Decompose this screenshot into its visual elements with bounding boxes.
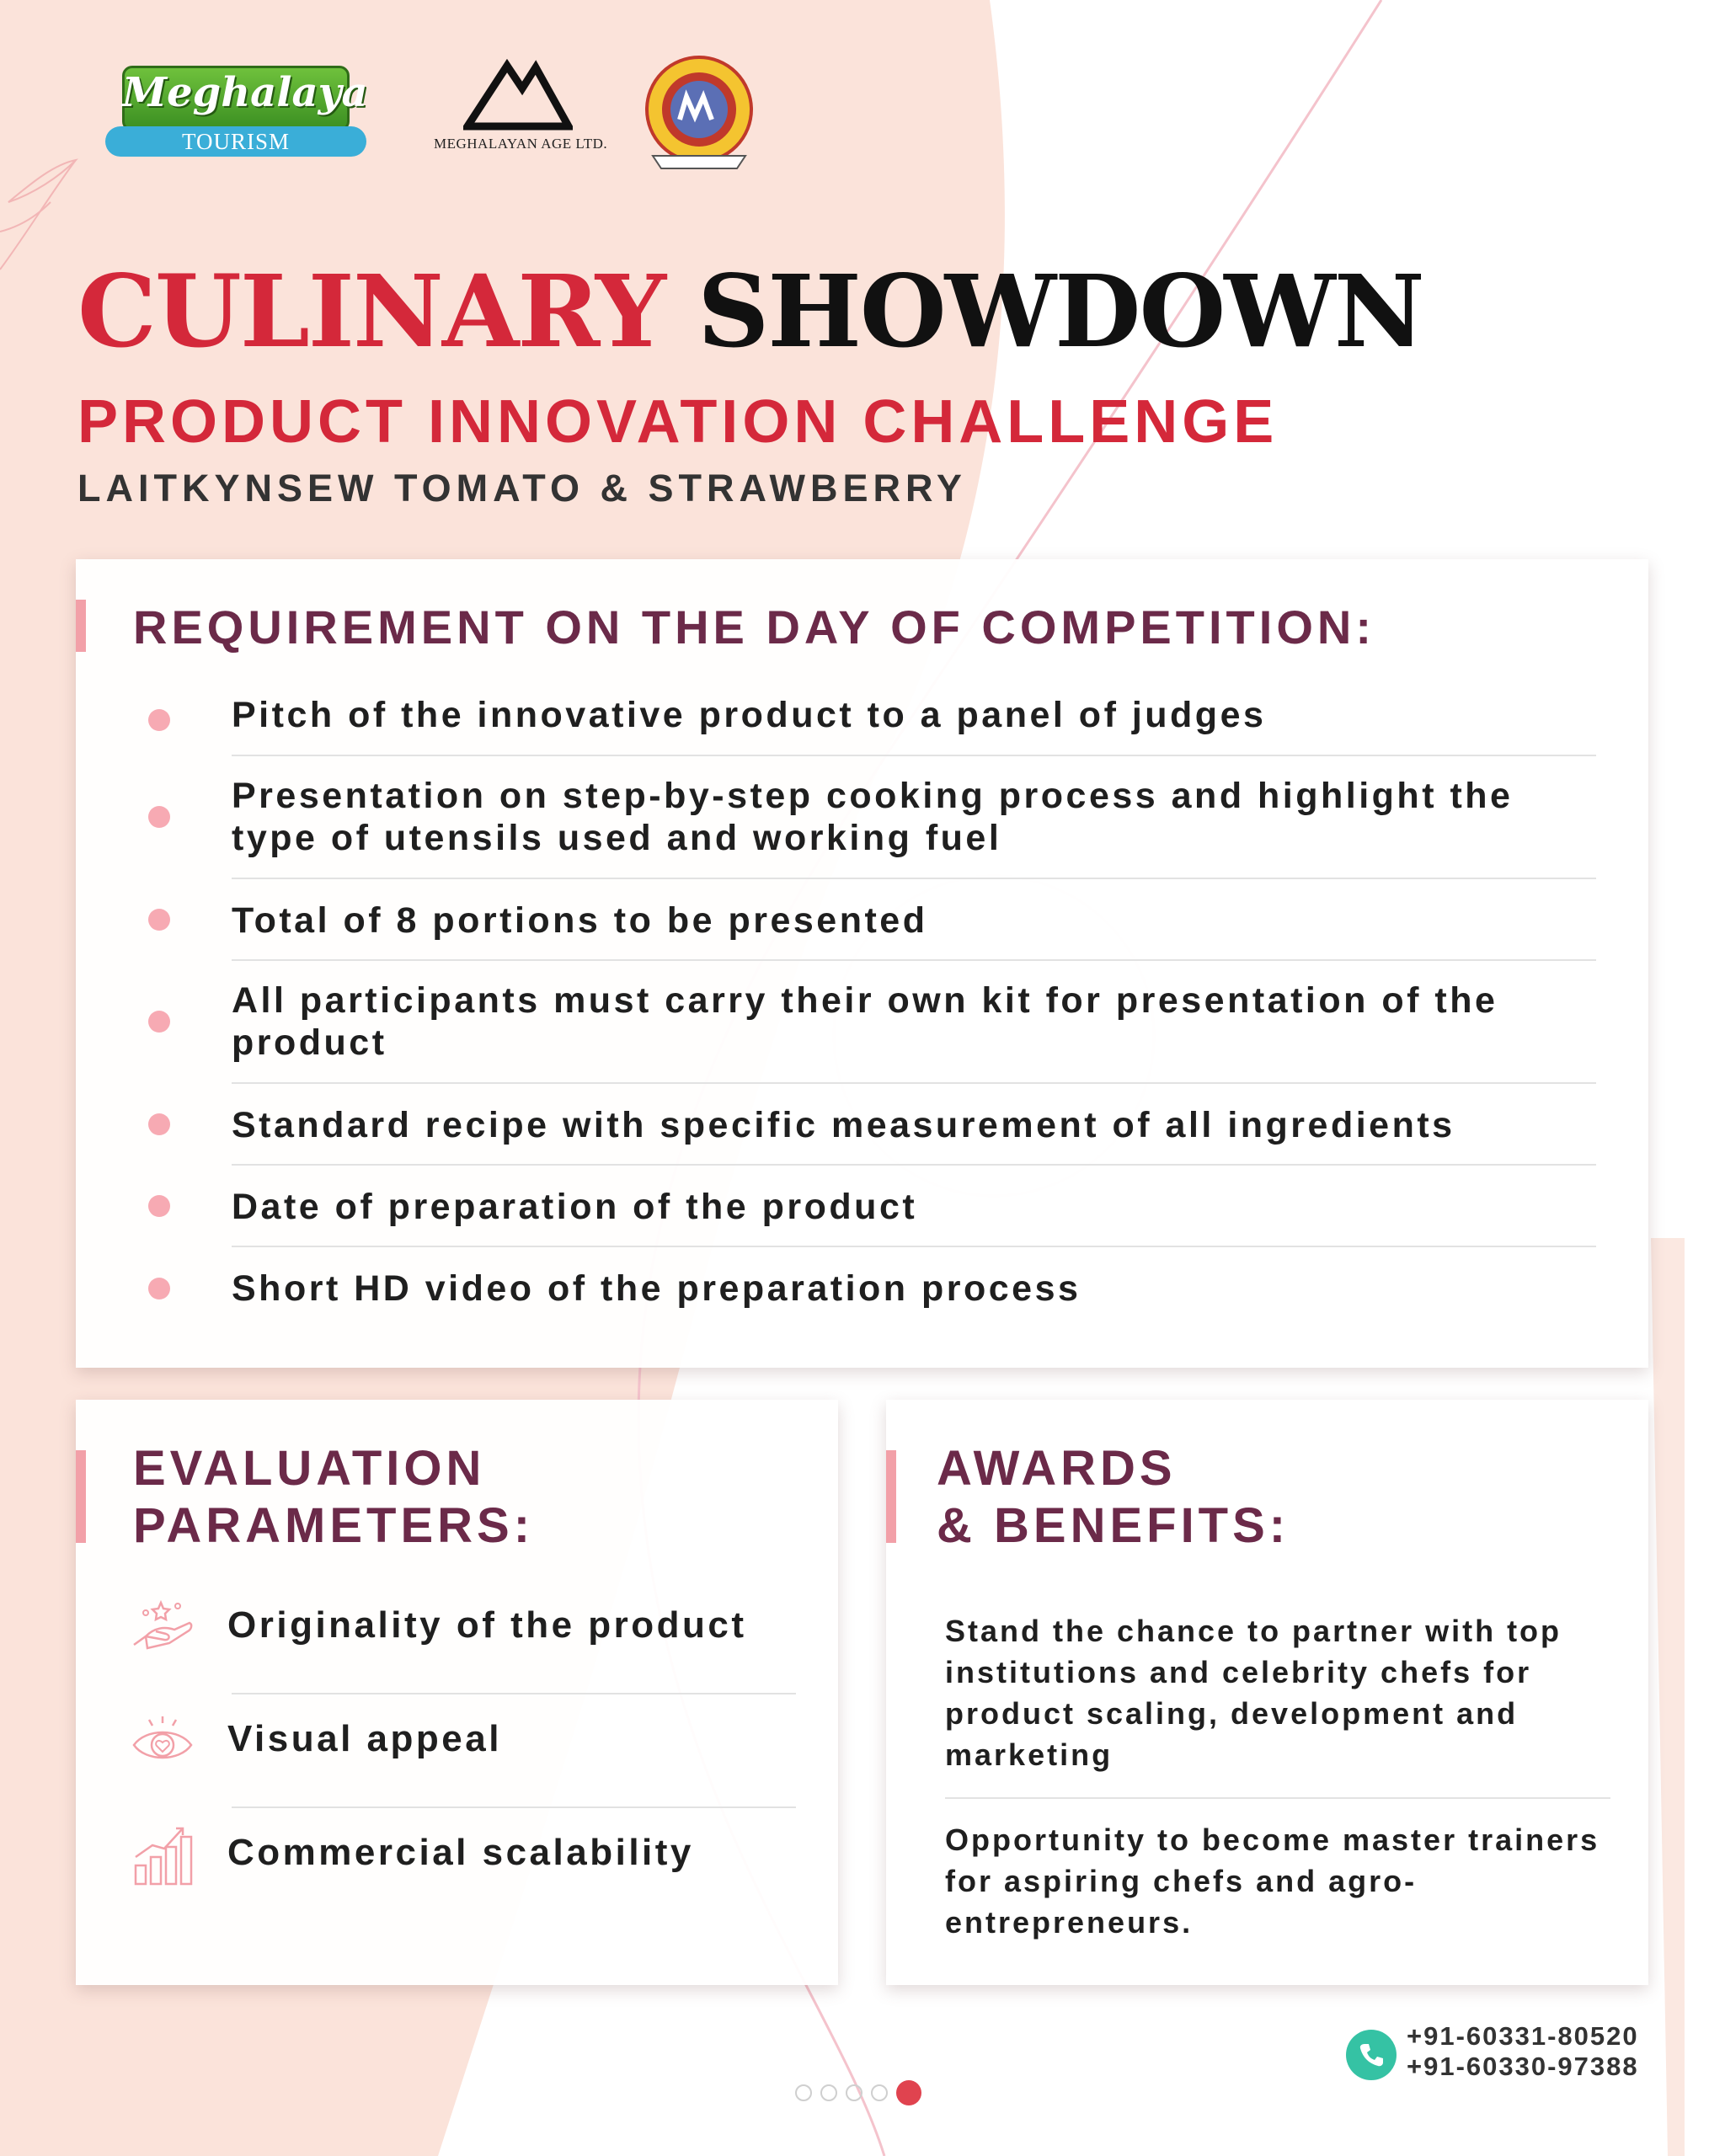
phone-icon[interactable]: [1346, 2030, 1397, 2080]
page-dot-active[interactable]: [896, 2080, 921, 2105]
eye-heart-icon: [131, 1710, 195, 1774]
awards-title: [937, 1440, 1290, 1556]
page-dot[interactable]: [795, 2084, 812, 2101]
title-accent-bar: [76, 1450, 86, 1543]
phone-numbers: [1407, 2021, 1659, 2082]
bullet-dot-icon: [148, 1278, 170, 1299]
list-item: [232, 1084, 1596, 1166]
bullet-dot-icon: [148, 1011, 170, 1033]
list-item-text: Total of 8 portions to be presented: [232, 900, 928, 941]
bullet-dot-icon: [148, 1195, 170, 1217]
title-black: SHOWDOWN: [697, 253, 1423, 370]
list-item: Stand the chance to partner with top institutions and celebrity chefs for product scaling, development and marketing: [945, 1610, 1610, 1799]
page-dot[interactable]: [871, 2084, 888, 2101]
page-tagline: LAITKYNSEW TOMATO & STRAWBERRY: [77, 467, 967, 510]
evaluation-card: [76, 1400, 838, 1985]
title-accent-bar: [886, 1450, 896, 1543]
bullet-dot-icon: [148, 709, 170, 731]
list-item: [232, 756, 1596, 879]
list-item: [227, 1581, 796, 1694]
page-subtitle: PRODUCT INNOVATION CHALLENGE: [77, 388, 1279, 456]
list-item: Opportunity to become master trainers for aspiring chefs and agro-entrepreneurs.: [945, 1822, 1600, 1940]
hand-stars-icon: [131, 1596, 195, 1660]
evaluation-title: [133, 1440, 534, 1556]
phone-number-1[interactable]: +91-60331-80520: [1407, 2021, 1639, 2051]
list-item: [232, 961, 1596, 1084]
awards-card: [886, 1400, 1648, 1985]
list-item-text: Short HD video of the preparation process: [232, 1268, 1081, 1309]
list-item-text: Standard recipe with specific measurement of all ingredients: [232, 1105, 1455, 1145]
growth-chart-icon: [131, 1823, 195, 1887]
list-item: [232, 1247, 1596, 1329]
title-red: CULINARY: [77, 253, 665, 370]
logo-script: Meghalaya: [122, 69, 368, 116]
list-item-text: Visual appeal: [227, 1718, 502, 1759]
list-item: [232, 879, 1596, 961]
awards-list: [945, 1610, 1610, 1985]
requirements-title: REQUIREMENT ON THE DAY OF COMPETITION:: [133, 600, 1375, 654]
title-accent-bar: [76, 600, 86, 652]
mountain-logo-icon: [463, 59, 573, 131]
list-item-text: Date of preparation of the product: [232, 1187, 918, 1227]
list-item-text: Commercial scalability: [227, 1832, 694, 1873]
bullet-dot-icon: [148, 1113, 170, 1135]
page-dot[interactable]: [846, 2084, 862, 2101]
list-item-text: Presentation on step-by-step cooking process and highlight the type of utensils used and working fuel: [232, 776, 1514, 858]
meghalaya-tourism-logo: [105, 66, 366, 167]
requirements-list: [76, 686, 1648, 1329]
requirements-card: [76, 559, 1648, 1368]
meghalayan-age-logo: [434, 59, 608, 177]
list-item: [227, 1694, 796, 1808]
list-item: [227, 1808, 796, 1922]
page-title: [77, 253, 1423, 370]
bullet-dot-icon: [148, 909, 170, 931]
list-item: [232, 1166, 1596, 1247]
ihm-seal-logo-icon: [636, 51, 762, 177]
logo-ribbon-text: TOURISM: [181, 129, 291, 154]
carousel-pagination: [795, 2080, 930, 2105]
bullet-dot-icon: [148, 806, 170, 828]
list-item: [232, 686, 1596, 756]
page-dot[interactable]: [820, 2084, 837, 2101]
evaluation-title-line1: EVALUATION: [133, 1441, 486, 1496]
awards-title-line2: & BENEFITS:: [937, 1498, 1290, 1554]
list-item-text: All participants must carry their own kit for presentation of the product: [232, 980, 1498, 1063]
awards-title-line1: AWARDS: [937, 1441, 1177, 1496]
evaluation-title-line2: PARAMETERS:: [133, 1498, 535, 1554]
list-item-text: Originality of the product: [227, 1604, 747, 1646]
phone-number-2[interactable]: +91-60330-97388: [1407, 2052, 1639, 2081]
logo-caption: MEGHALAYAN AGE LTD.: [434, 136, 608, 152]
evaluation-list: [76, 1581, 838, 1922]
list-item-text: Pitch of the innovative product to a panel of judges: [232, 695, 1267, 735]
